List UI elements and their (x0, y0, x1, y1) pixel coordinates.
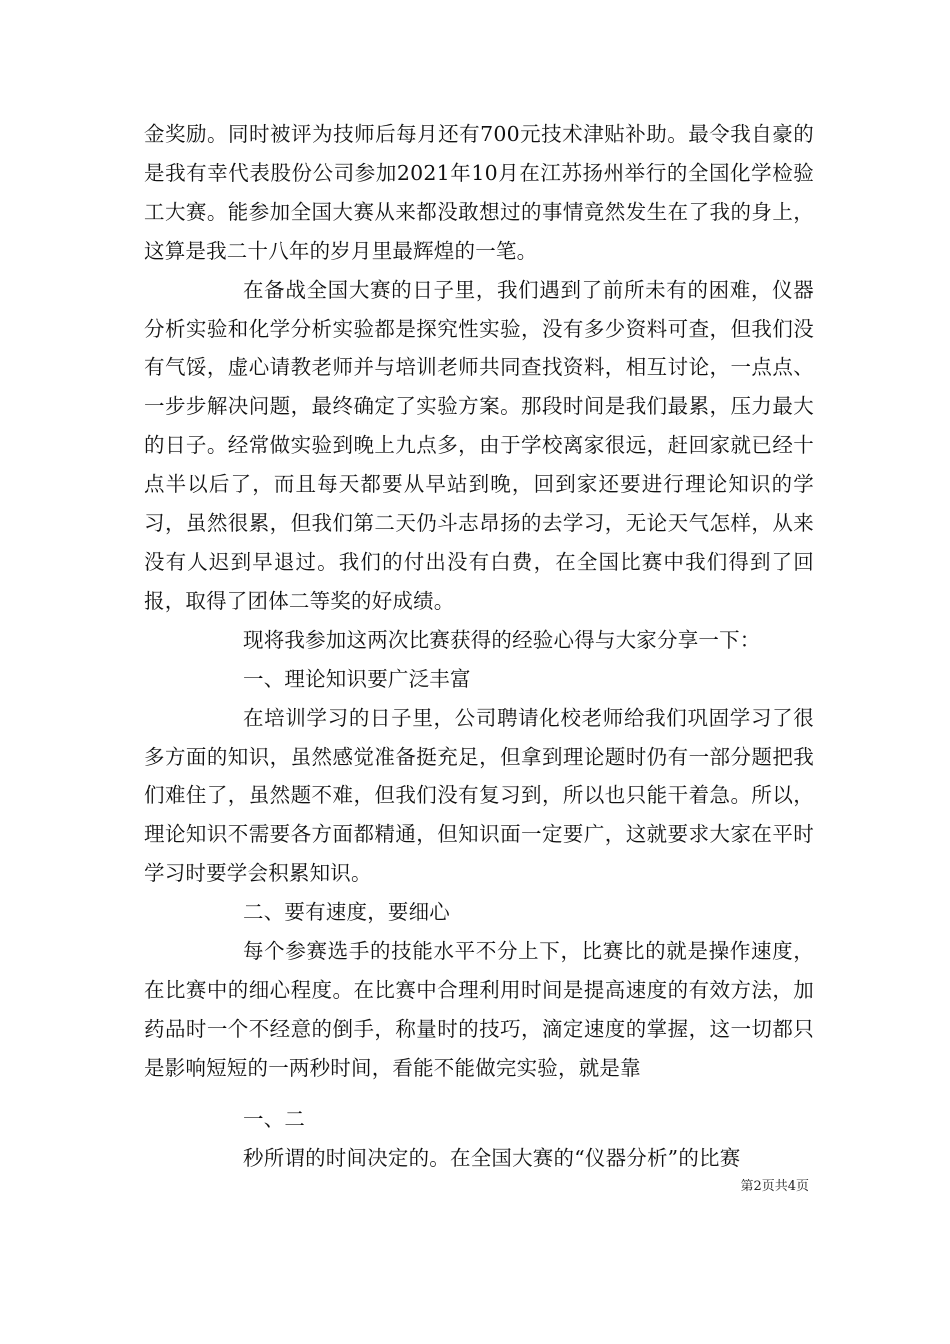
page-number-footer: 第2页共4页 (740, 1179, 809, 1194)
paragraph-speed: 每个参赛选手的技能水平不分上下，比赛比的就是操作速度，在比赛中的细心程度。在比赛中合理利用时间是提高速度的有效方法，加药品时一个不经意的倒手，称量时的技巧，滴定速度的掌握，这一切都只是影响短短的一两秒时间，看能不能做完实验，就是靠 (144, 939, 814, 1080)
paragraph-seconds: 秒所谓的时间决定的。在全国大赛的“仪器分析”的比赛 (243, 1145, 741, 1170)
section-heading-speed: 二、要有速度，要细心 (243, 900, 450, 925)
paragraph-theory: 在培训学习的日子里，公司聘请化校老师给我们巩固学习了很多方面的知识，虽然感觉准备挺充足，但拿到理论题时仍有一部分题把我们难住了，虽然题不难，但我们没有复习到，所以也只能干着急。所以，理论知识不需要各方面都精通，但知识面一定要广，这就要求大家在平时学习时要学会积累知识。 (144, 705, 814, 886)
fragment-one-two: 一、二 (243, 1106, 306, 1131)
paragraph-share-intro: 现将我参加这两次比赛获得的经验心得与大家分享一下： (243, 627, 761, 652)
document-body (144, 115, 814, 1177)
paragraph-award-continuation: 金奖励。同时被评为技师后每月还有700元技术津贴补助。最令我自豪的是我有幸代表股份公司参加2021年10月在江苏扬州举行的全国化学检验工大赛。能参加全国大赛从来都没敢想过的事情竟然发生在了我的身上，这算是我二十八年的岁月里最辉煌的一笔。 (144, 122, 814, 263)
section-heading-theory: 一、理论知识要广泛丰富 (243, 666, 471, 691)
paragraph-preparation: 在备战全国大赛的日子里，我们遇到了前所未有的困难，仪器分析实验和化学分析实验都是探究性实验，没有多少资料可查，但我们没有气馁，虚心请教老师并与培训老师共同查找资料，相互讨论，一点点、一步步解决问题，最终确定了实验方案。那段时间是我们最累，压力最大的日子。经常做实验到晚上九点多，由于学校离家很远，赶回家就已经十点半以后了，而且每天都要从早站到晚，回到家还要进行理论知识的学习，虽然很累，但我们第二天仍斗志昂扬的去学习，无论天气怎样，从来没有人迟到早退过。我们的付出没有白费，在全国比赛中我们得到了回报，取得了团体二等奖的好成绩。 (144, 277, 814, 613)
